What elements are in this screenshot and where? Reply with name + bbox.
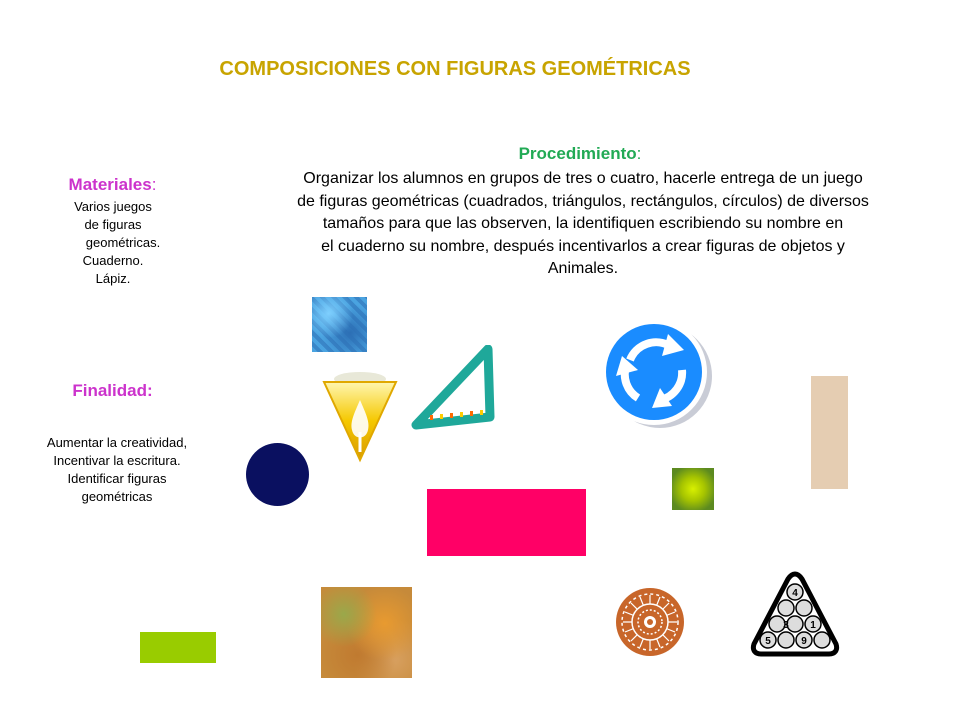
beige-rectangle-icon <box>811 376 848 489</box>
page-title: COMPOSICIONES CON FIGURAS GEOMÉTRICAS <box>219 58 691 80</box>
set-square-icon <box>410 345 495 430</box>
materiales-heading-text: Materiales <box>68 175 152 194</box>
finalidad-item: Identificar figuras <box>67 471 167 486</box>
navy-circle-icon <box>246 443 309 506</box>
finalidad-item: Aumentar la creatividad, <box>46 435 188 450</box>
procedimiento-line: de figuras geométricas (cuadrados, triángulos, rectángulos, círculos) de diversos <box>297 192 869 210</box>
procedimiento-heading <box>440 144 720 164</box>
pink-rectangle-icon <box>427 489 586 556</box>
materiales-item: Cuaderno. <box>82 253 144 268</box>
yellow-texture-square-icon <box>672 468 714 510</box>
finalidad-list <box>22 434 212 506</box>
procedimiento-line: Organizar los alumnos en grupos de tres o cuatro, hacerle entrega de un juego <box>303 170 863 187</box>
finalidad-item: geométricas <box>81 489 153 504</box>
procedimiento-colon: : <box>636 144 642 163</box>
materiales-heading <box>40 175 185 195</box>
materiales-item: Varios juegos <box>74 199 152 214</box>
materiales-item: Lápiz. <box>95 271 131 286</box>
procedimiento-line: Animales. <box>547 260 619 277</box>
procedimiento-line: el cuaderno su nombre, después incentivarlos a crear figuras de objetos y <box>321 237 845 255</box>
materiales-list <box>38 198 188 288</box>
blue-texture-square-icon <box>312 297 367 352</box>
billiard-ball-number: 9 <box>801 636 807 647</box>
procedimiento-line: tamaños para que las observen, la identifiquen escribiendo su nombre en <box>322 215 844 232</box>
billiard-ball-number: 5 <box>765 636 771 647</box>
orange-texture-square-icon <box>321 587 412 678</box>
roundabout-sign-icon <box>598 320 720 432</box>
yellow-triangle-icon <box>320 370 400 465</box>
materiales-item: de figuras <box>84 217 142 232</box>
materiales-colon: : <box>151 175 157 194</box>
procedimiento-text <box>238 168 928 281</box>
mandala-circle-icon <box>615 587 685 657</box>
billiard-ball-number: 4 <box>792 588 798 599</box>
billiard-ball-number: 3 <box>783 620 789 631</box>
materiales-item: geométricas. <box>85 235 161 250</box>
green-rectangle-icon <box>140 632 216 663</box>
finalidad-heading: Finalidad: <box>72 381 153 400</box>
procedimiento-heading-text: Procedimiento <box>518 144 637 163</box>
billiard-triangle-icon <box>750 570 840 658</box>
billiard-ball-number: 1 <box>810 620 816 631</box>
finalidad-item: Incentivar la escritura. <box>53 453 181 468</box>
